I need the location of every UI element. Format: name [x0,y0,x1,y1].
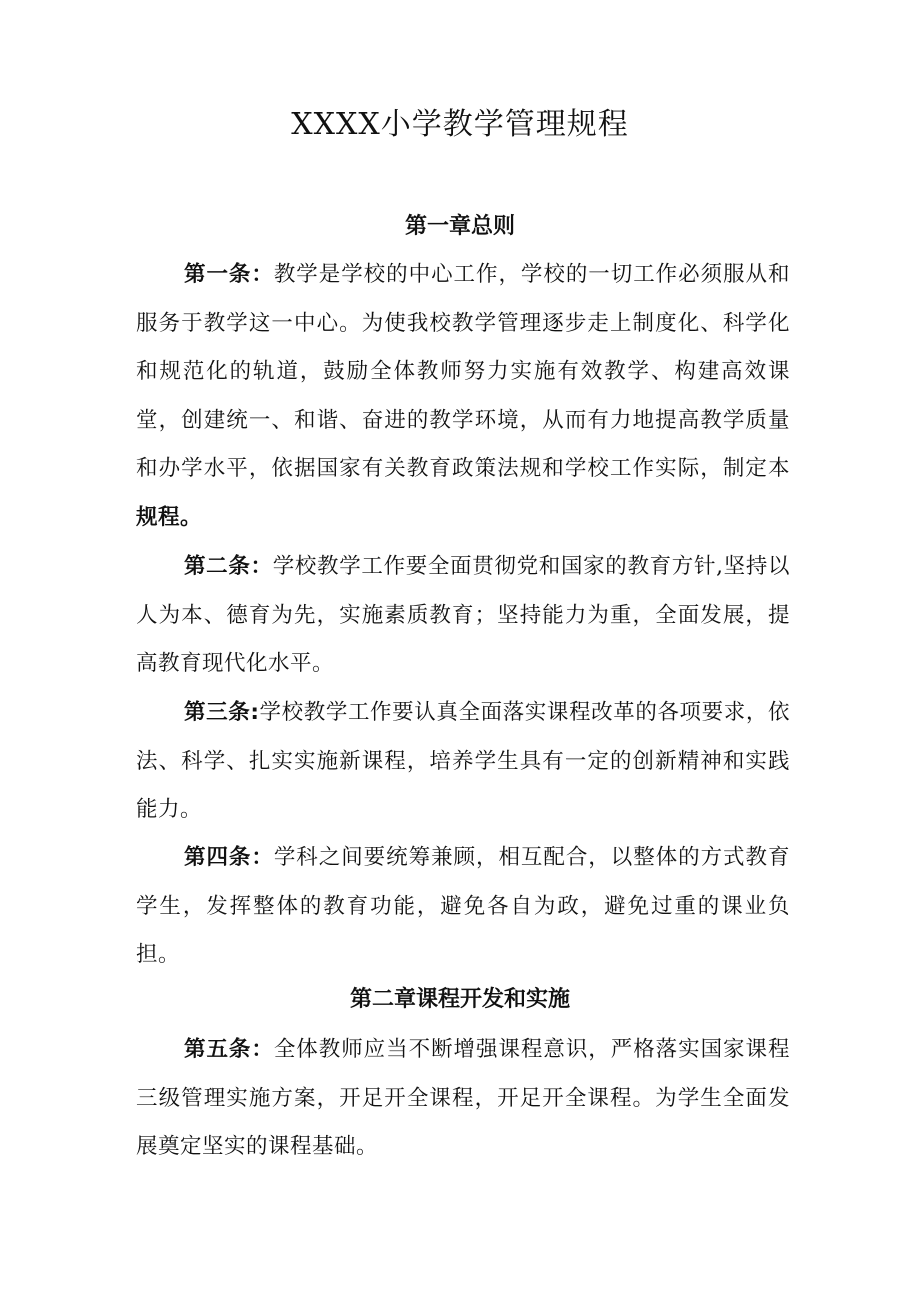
article-label-2: 第二条： [184,554,273,579]
article-label-5: 第五条： [184,1037,274,1062]
article-label-4: 第四条： [184,845,274,870]
article-text-4: 学科之间要统筹兼顾，相互配合，以整体的方式教育学生，发挥整体的教育功能，避免各自为政，避免过重的课业负担。 [136,845,790,967]
chapter-title-1: 第一章总则 [404,214,515,239]
article-label-1: 第一条： [184,262,274,287]
article-1 [136,251,790,542]
article-text-2: 学校教学工作要全面贯彻党和国家的教育方针,坚持以人为本、德育为先，实施素质教育；坚持能力为重，全面发展，提高教育现代化水平。 [136,554,790,676]
article-text-3: 学校教学工作要认真全面落实课程改革的各项要求，依法、科学、扎实实施新课程，培养学生具有一定的创新精神和实践能力。 [136,700,790,822]
chapter-title-2: 第二章课程开发和实施 [349,987,570,1012]
article-label-3: 第三条: [184,700,260,725]
article-5 [136,1026,790,1172]
article-4 [136,834,790,980]
article-text-1: 教学是学校的中心工作，学校的一切工作必须服从和服务于教学这一中心。为使我校教学管理逐步走上制度化、科学化和规范化的轨道，鼓励全体教师努力实施有效教学、构建高效课堂，创建统一、和谐、奋进的教学环境，从而有力地提高教学质量和办学水平，依据国家有关教育政策法规和学校工作实际，制定本 [136,262,790,481]
article-3 [136,689,790,835]
article-2 [136,543,790,689]
article-text-5: 全体教师应当不断增强课程意识，严格落实国家课程三级管理实施方案，开足开全课程，开足开全课程。为学生全面发展奠定坚实的课程基础。 [136,1037,790,1159]
document-title: XXXX小学教学管理规程 [291,107,629,142]
article-emphasis-1: 规程。 [136,504,203,530]
